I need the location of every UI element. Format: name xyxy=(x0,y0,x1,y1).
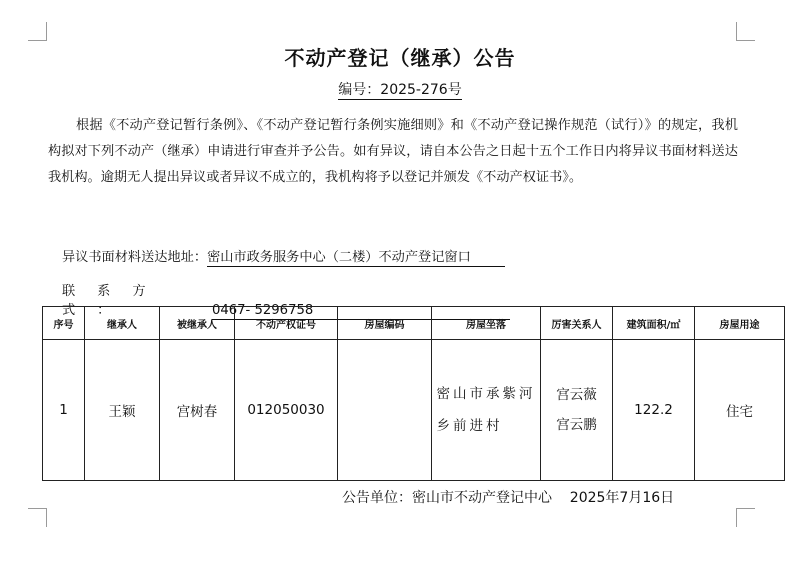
page-title: 不动产登记（继承）公告 xyxy=(284,46,516,70)
header-cert-no: 不动产权证号 xyxy=(235,307,338,340)
registration-table xyxy=(42,306,785,481)
contact-phone: 0467- 5296758 xyxy=(212,303,510,320)
cell-house-code xyxy=(338,340,432,481)
table-header-row xyxy=(43,307,785,340)
document-number-text: 编号：2025-276号 xyxy=(338,82,462,98)
related-person-2: 宫云鹏 xyxy=(556,417,597,433)
crop-mark-bottom-right xyxy=(736,508,755,527)
header-usage: 房屋用途 xyxy=(695,307,785,340)
cell-no: 1 xyxy=(43,340,85,481)
announcement-body: 根据《不动产登记暂行条例》、《不动产登记暂行条例实施细则》和《不动产登记操作规范（试行）》的规定，我机构拟对下列不动产（继承）申请进行审查并予公告。如有异议，请自本公告之日起十五个工作日内将异议书面材料送达我机构。逾期无人提出异议或者异议不成立的，我机构将予以登记并颁发《不动产权证书》。 xyxy=(48,118,738,185)
header-house-code: 房屋编码 xyxy=(338,307,432,340)
header-area: 建筑面积/㎡ xyxy=(613,307,695,340)
crop-mark-bottom-left xyxy=(28,508,47,527)
objection-address-line xyxy=(62,246,505,267)
table-row xyxy=(43,340,785,481)
document-number xyxy=(0,79,800,99)
cell-related-person xyxy=(541,340,613,481)
crop-mark-top-left xyxy=(28,22,47,41)
contact-label: 联系方式： xyxy=(62,284,168,318)
footer-signature: 公告单位：密山市不动产登记中心 2025年7月16日 xyxy=(342,490,675,506)
header-heir: 继承人 xyxy=(85,307,160,340)
objection-address-label: 异议书面材料送达地址： xyxy=(62,250,208,265)
location-line-1: 密山市承紫河 xyxy=(436,386,536,402)
cell-usage: 住宅 xyxy=(695,340,785,481)
header-related-person: 厉害关系人 xyxy=(541,307,613,340)
header-no: 序号 xyxy=(43,307,85,340)
related-person-1: 宫云薇 xyxy=(556,387,597,403)
cell-location xyxy=(432,340,541,481)
objection-address-value: 密山市政务服务中心（二楼）不动产登记窗口 xyxy=(207,246,505,267)
cell-decedent: 宫树春 xyxy=(160,340,235,481)
cell-heir: 王颖 xyxy=(85,340,160,481)
location-line-2: 乡前进村 xyxy=(436,418,503,434)
header-decedent: 被继承人 xyxy=(160,307,235,340)
cell-area: 122.2 xyxy=(613,340,695,481)
crop-mark-top-right xyxy=(736,22,755,41)
cell-cert-no: 012050030 xyxy=(235,340,338,481)
location-text xyxy=(437,378,536,442)
header-location: 房屋坐落 xyxy=(432,307,541,340)
